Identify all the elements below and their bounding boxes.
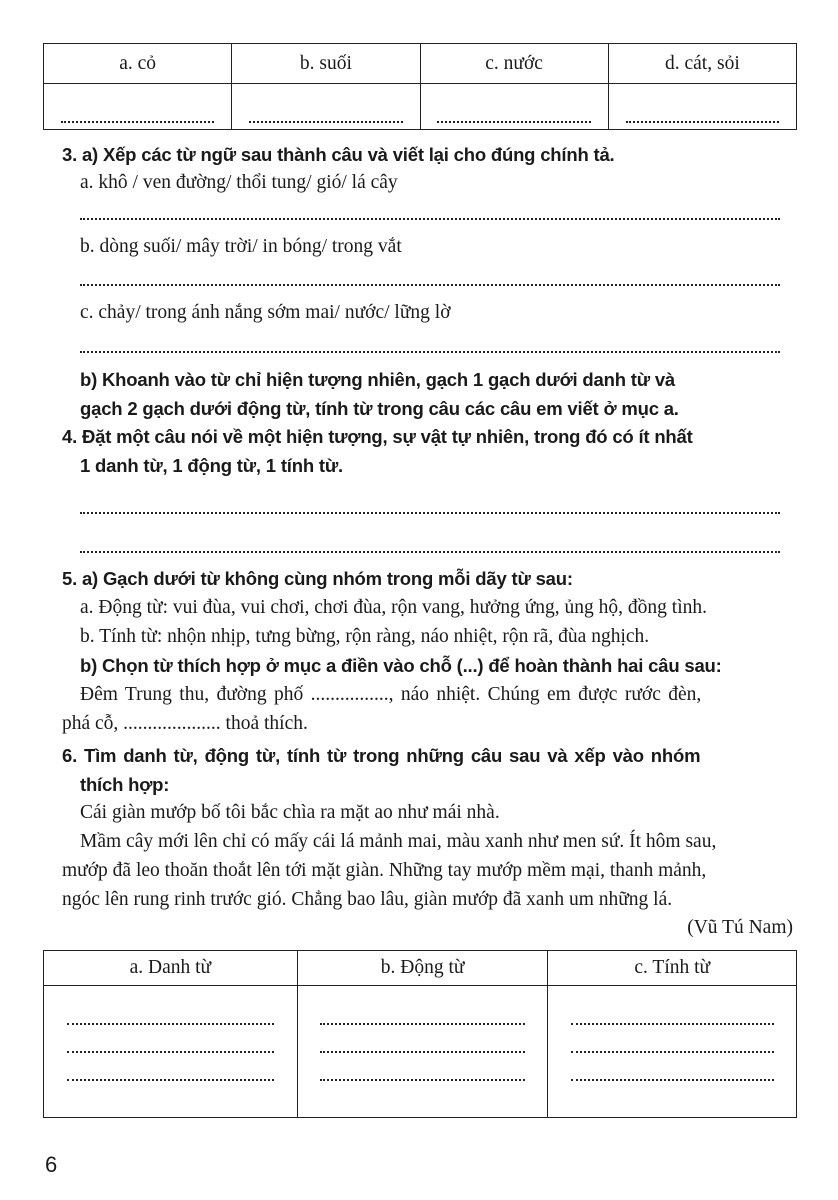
header-tinh-tu: c. Tính từ bbox=[548, 951, 797, 986]
q5-sentence2: phá cỗ, .................... thoả thích. bbox=[62, 713, 308, 734]
header-co: a. cỏ bbox=[44, 44, 232, 84]
answer-line[interactable] bbox=[80, 551, 780, 553]
q6-paragraph1: Cái giàn mướp bố tôi bắc chìa ra mặt ao như mái nhà. bbox=[80, 802, 500, 823]
q5-a: a. Động từ: vui đùa, vui chơi, chơi đùa, rộn vang, hưởng ứng, ủng hộ, đồng tình. bbox=[80, 597, 707, 618]
answer-cell[interactable] bbox=[232, 84, 420, 130]
q6-paragraph2-line2: mướp đã leo thoăn thoắt lên tới mặt giàn. Những tay mướp mềm mại, thanh mảnh, bbox=[62, 860, 707, 881]
q3-b-line2: gạch 2 gạch dưới động từ, tính từ trong câu các câu em viết ở mục a. bbox=[80, 398, 679, 419]
answer-cell[interactable] bbox=[548, 986, 797, 1118]
q3-item-b: b. dòng suối/ mây trời/ in bóng/ trong vắt bbox=[80, 236, 402, 257]
q6-paragraph2-line1: Mầm cây mới lên chỉ có mấy cái lá mảnh mai, màu xanh như men sứ. Ít hôm sau, bbox=[80, 831, 717, 852]
q5-b: b. Tính từ: nhộn nhịp, tưng bừng, rộn ràng, náo nhiệt, rộn rã, đùa nghịch. bbox=[80, 626, 650, 647]
q5-sentence1: Đêm Trung thu, đường phố ................, náo nhiệt. Chúng em được rước đèn, bbox=[80, 684, 702, 705]
answer-cell[interactable] bbox=[44, 84, 232, 130]
header-danh-tu: a. Danh từ bbox=[44, 951, 298, 986]
q3-item-a: a. khô / ven đường/ thổi tung/ gió/ lá cây bbox=[80, 172, 398, 193]
q5-b-heading: b) Chọn từ thích hợp ở mục a điền vào chỗ (...) để hoàn thành hai câu sau: bbox=[80, 655, 722, 676]
answer-line[interactable] bbox=[80, 351, 780, 353]
q3-heading: 3. a) Xếp các từ ngữ sau thành câu và viết lại cho đúng chính tả. bbox=[62, 144, 615, 165]
page-number: 6 bbox=[45, 1152, 58, 1177]
answer-line[interactable] bbox=[80, 284, 780, 286]
q5-heading: 5. a) Gạch dưới từ không cùng nhóm trong mỗi dãy từ sau: bbox=[62, 568, 573, 589]
answer-cell[interactable] bbox=[44, 986, 298, 1118]
word-table-top bbox=[43, 43, 797, 130]
answer-cell[interactable] bbox=[420, 84, 608, 130]
answer-line[interactable] bbox=[80, 218, 780, 220]
q4-line1: 4. Đặt một câu nói về một hiện tượng, sự vật tự nhiên, trong đó có ít nhất bbox=[62, 426, 693, 447]
header-suoi: b. suối bbox=[232, 44, 420, 84]
q6-line1: 6. Tìm danh từ, động từ, tính từ trong những câu sau và xếp vào nhóm bbox=[62, 745, 701, 766]
header-dong-tu: b. Động từ bbox=[297, 951, 548, 986]
word-table-bottom bbox=[43, 950, 797, 1118]
header-cat-soi: d. cát, sỏi bbox=[608, 44, 796, 84]
q3-b-line1: b) Khoanh vào từ chỉ hiện tượng nhiên, gạch 1 gạch dưới danh từ và bbox=[80, 369, 676, 390]
answer-line[interactable] bbox=[80, 512, 780, 514]
q3-item-c: c. chảy/ trong ánh nắng sớm mai/ nước/ lững lờ bbox=[80, 302, 451, 323]
q6-line2: thích hợp: bbox=[80, 774, 170, 795]
q4-line2: 1 danh từ, 1 động từ, 1 tính từ. bbox=[80, 455, 343, 476]
answer-cell[interactable] bbox=[608, 84, 796, 130]
header-nuoc: c. nước bbox=[420, 44, 608, 84]
author: (Vũ Tú Nam) bbox=[687, 917, 793, 938]
answer-cell[interactable] bbox=[297, 986, 548, 1118]
q6-paragraph2-line3: ngóc lên rung rinh trước gió. Chẳng bao lâu, giàn mướp đã xanh um những lá. bbox=[62, 889, 673, 910]
